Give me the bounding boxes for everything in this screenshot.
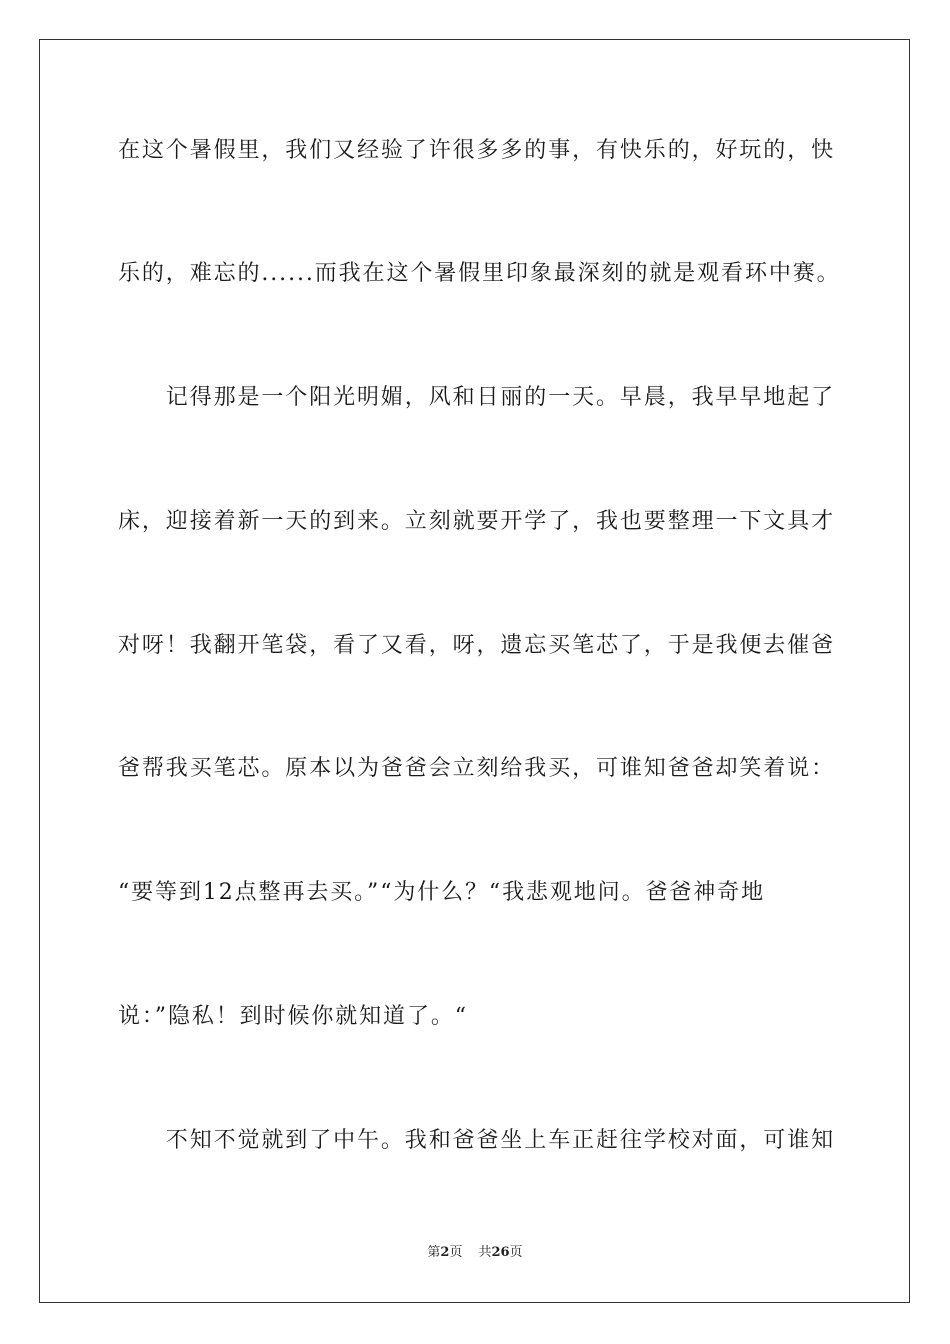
body-line-5: 对呀！我翻开笔袋，看了又看，呀，遗忘买笔芯了，于是我便去催爸 bbox=[118, 633, 836, 658]
page-footer bbox=[0, 1244, 950, 1262]
page-prefix: 第 bbox=[427, 1245, 441, 1260]
total-suffix: 页 bbox=[509, 1245, 523, 1260]
body-line-1: 在这个暑假里，我们又经验了许很多多的事，有快乐的，好玩的，快 bbox=[118, 138, 836, 163]
body-line-8: 说：”隐私！到时候你就知道了。“ bbox=[118, 1004, 468, 1029]
body-line-3: 记得那是一个阳光明媚，风和日丽的一天。早晨，我早早地起了 bbox=[118, 385, 836, 410]
page-border bbox=[39, 39, 910, 1303]
page-suffix: 页 bbox=[449, 1245, 463, 1260]
page-total-number: 26 bbox=[491, 1245, 510, 1260]
body-line-2: 乐的，难忘的......而我在这个暑假里印象最深刻的就是观看环中赛。 bbox=[118, 261, 841, 286]
body-line-4: 床，迎接着新一天的到来。立刻就要开学了，我也要整理一下文具才 bbox=[118, 509, 836, 534]
body-line-7: “要等到12点整再去买。”“为什么？“我悲观地问。爸爸神奇地 bbox=[118, 880, 765, 905]
body-line-6: 爸帮我买笔芯。原本以为爸爸会立刻给我买，可谁知爸爸却笑着说： bbox=[118, 756, 836, 781]
body-line-9: 不知不觉就到了中午。我和爸爸坐上车正赶往学校对面，可谁知 bbox=[118, 1128, 836, 1153]
page-current-number: 2 bbox=[440, 1245, 450, 1260]
total-prefix: 共 bbox=[478, 1245, 492, 1260]
